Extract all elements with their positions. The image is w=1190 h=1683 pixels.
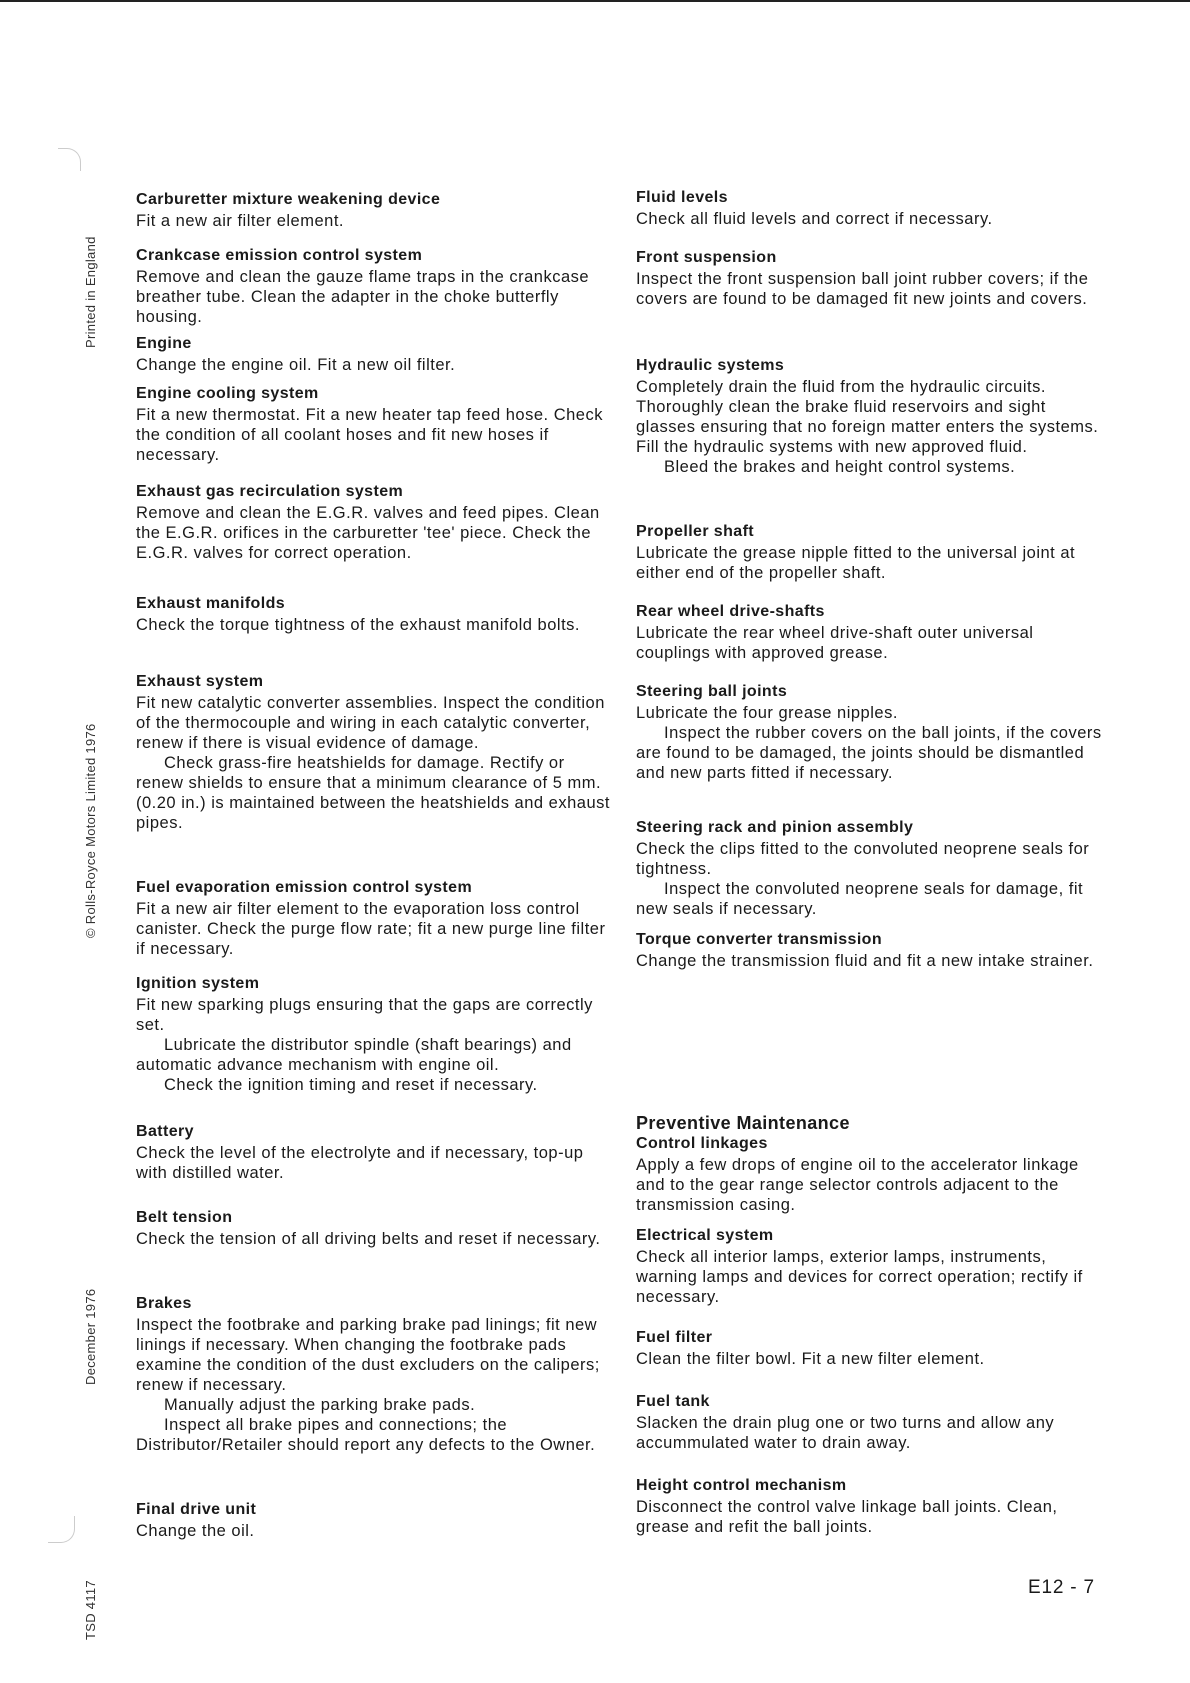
section-steering-ball-joints — [636, 682, 1106, 783]
section-rear-wheel-drive-shafts — [636, 602, 1106, 663]
section-title: Belt tension — [136, 1209, 233, 1226]
section-height-control — [636, 1476, 1106, 1537]
section-text: Slacken the drain plug one or two turns and allow any accummulated water to drain away. — [636, 1414, 1055, 1452]
section-text: Inspect all brake pipes and connections; the Distributor/Retailer should report any defects to the Owner. — [136, 1416, 596, 1454]
section-text: Lubricate the four grease nipples. — [636, 704, 898, 722]
section-title: Crankcase emission control system — [136, 247, 423, 264]
section-text: Change the oil. — [136, 1522, 255, 1540]
section-belt-tension — [136, 1208, 616, 1249]
section-fluid-levels — [636, 188, 1106, 229]
section-title: Brakes — [136, 1295, 192, 1312]
section-title: Torque converter transmission — [636, 931, 883, 948]
section-title: Final drive unit — [136, 1501, 257, 1518]
corner-mark — [48, 1516, 75, 1543]
page-number: E12 - 7 — [1028, 1577, 1095, 1598]
section-text: Inspect the footbrake and parking brake pad linings; fit new linings if necessary. When changing the footbrake pads examine the condition of the dust excluders on the calipers; renew if necessary. — [136, 1316, 600, 1394]
section-text: Change the engine oil. Fit a new oil filter. — [136, 356, 456, 374]
section-title: Fluid levels — [636, 189, 728, 206]
section-text: Clean the filter bowl. Fit a new filter element. — [636, 1350, 985, 1368]
section-text: Remove and clean the E.G.R. valves and feed pipes. Clean the E.G.R. orifices in the carburetter 'tee' piece. Check the E.G.R. valves for correct operation. — [136, 504, 600, 562]
section-title: Exhaust system — [136, 673, 264, 690]
section-final-drive — [136, 1500, 616, 1541]
section-text: Check the level of the electrolyte and if necessary, top-up with distilled water. — [136, 1144, 584, 1182]
section-text: Completely drain the fluid from the hydraulic circuits. Thoroughly clean the brake fluid reservoirs and sight glasses ensuring that no foreign matter enters the systems. Fill the hydraulic systems with new approved fluid. — [636, 378, 1099, 456]
section-battery — [136, 1122, 616, 1183]
section-text: Inspect the convoluted neoprene seals for damage, fit new seals if necessary. — [636, 880, 1084, 918]
section-title: Carburetter mixture weakening device — [136, 191, 441, 208]
section-text: Change the transmission fluid and fit a new intake strainer. — [636, 952, 1094, 970]
section-text: Bleed the brakes and height control systems. — [664, 458, 1016, 476]
section-text: Inspect the rubber covers on the ball joints, if the covers are found to be damaged, the joints should be dismantled and new parts fitted if necessary. — [636, 724, 1102, 782]
section-text: Check the torque tightness of the exhaust manifold bolts. — [136, 616, 580, 634]
section-hydraulic-systems — [636, 356, 1106, 477]
section-text: Check the clips fitted to the convoluted neoprene seals for tightness. — [636, 840, 1090, 878]
printed-in-england: Printed in England — [83, 236, 98, 348]
section-text: Apply a few drops of engine oil to the accelerator linkage and to the gear range selector controls adjacent to the transmission casing. — [636, 1156, 1079, 1214]
section-title: Fuel filter — [636, 1329, 713, 1346]
section-carburetter — [136, 190, 616, 231]
section-text: Fit new sparking plugs ensuring that the gaps are correctly set. — [136, 996, 593, 1034]
section-egr — [136, 482, 616, 563]
corner-mark — [58, 148, 81, 171]
section-title: Electrical system — [636, 1227, 774, 1244]
tsd-number: TSD 4117 — [83, 1580, 98, 1640]
section-text: Lubricate the rear wheel drive-shaft outer universal couplings with approved grease. — [636, 624, 1034, 662]
section-text: Fit a new air filter element. — [136, 212, 344, 230]
section-front-suspension — [636, 248, 1106, 309]
section-torque-converter — [636, 930, 1106, 971]
section-title: Control linkages — [636, 1135, 768, 1152]
section-title: Engine — [136, 335, 192, 352]
section-text: Check the ignition timing and reset if necessary. — [164, 1076, 538, 1094]
top-border — [0, 0, 1190, 2]
section-title: Propeller shaft — [636, 523, 755, 540]
section-title: Fuel evaporation emission control system — [136, 879, 473, 896]
section-text: Fit a new thermostat. Fit a new heater tap feed hose. Check the condition of all coolant hoses and fit new hoses if necessary. — [136, 406, 603, 464]
section-fuel-evaporation — [136, 878, 616, 959]
section-preventive-maintenance — [636, 1112, 1106, 1215]
section-title: Engine cooling system — [136, 385, 319, 402]
section-title: Rear wheel drive-shafts — [636, 603, 825, 620]
section-title: Hydraulic systems — [636, 357, 785, 374]
section-exhaust-manifolds — [136, 594, 616, 635]
section-text: Fit a new air filter element to the evaporation loss control canister. Check the purge flow rate; fit a new purge line filter if necessary. — [136, 900, 606, 958]
section-electrical-system — [636, 1226, 1106, 1307]
section-text: Remove and clean the gauze flame traps in the crankcase breather tube. Clean the adapter in the choke butterfly housing. — [136, 268, 590, 326]
section-text: Check the tension of all driving belts and reset if necessary. — [136, 1230, 601, 1248]
section-fuel-tank — [636, 1392, 1106, 1453]
section-engine — [136, 334, 616, 375]
section-text: Lubricate the grease nipple fitted to the universal joint at either end of the propeller shaft. — [636, 544, 1076, 582]
section-title: Steering rack and pinion assembly — [636, 819, 914, 836]
section-fuel-filter — [636, 1328, 1106, 1369]
preventive-maintenance-heading: Preventive Maintenance — [636, 1113, 850, 1133]
section-crankcase — [136, 246, 616, 327]
section-text: Check all interior lamps, exterior lamps, instruments, warning lamps and devices for correct operation; rectify if necessary. — [636, 1248, 1083, 1306]
section-text: Check all fluid levels and correct if necessary. — [636, 210, 993, 228]
section-steering-rack — [636, 818, 1106, 919]
section-text: Fit new catalytic converter assemblies. Inspect the condition of the thermocouple and wiring in each catalytic converter, renew if there is visual evidence of damage. — [136, 694, 605, 752]
section-text: Check grass-fire heatshields for damage. Rectify or renew shields to ensure that a minimum clearance of 5 mm. (0.20 in.) is maintained between the heatshields and exhaust pipes. — [136, 754, 610, 832]
copyright-notice: © Rolls-Royce Motors Limited 1976 — [83, 723, 98, 938]
section-title: Exhaust manifolds — [136, 595, 286, 612]
section-exhaust-system — [136, 672, 616, 833]
section-text: Disconnect the control valve linkage ball joints. Clean, grease and refit the ball joints. — [636, 1498, 1058, 1536]
section-title: Height control mechanism — [636, 1477, 847, 1494]
section-text: Lubricate the distributor spindle (shaft bearings) and automatic advance mechanism with engine oil. — [136, 1036, 572, 1074]
issue-date: December 1976 — [83, 1288, 98, 1385]
section-text: Inspect the front suspension ball joint rubber covers; if the covers are found to be damaged fit new joints and covers. — [636, 270, 1089, 308]
section-title: Steering ball joints — [636, 683, 788, 700]
section-title: Fuel tank — [636, 1393, 710, 1410]
section-propeller-shaft — [636, 522, 1106, 583]
section-title: Ignition system — [136, 975, 260, 992]
section-engine-cooling — [136, 384, 616, 465]
section-title: Exhaust gas recirculation system — [136, 483, 404, 500]
section-title: Battery — [136, 1123, 194, 1140]
section-brakes — [136, 1294, 616, 1455]
section-text: Manually adjust the parking brake pads. — [164, 1396, 476, 1414]
section-title: Front suspension — [636, 249, 777, 266]
section-ignition — [136, 974, 616, 1095]
